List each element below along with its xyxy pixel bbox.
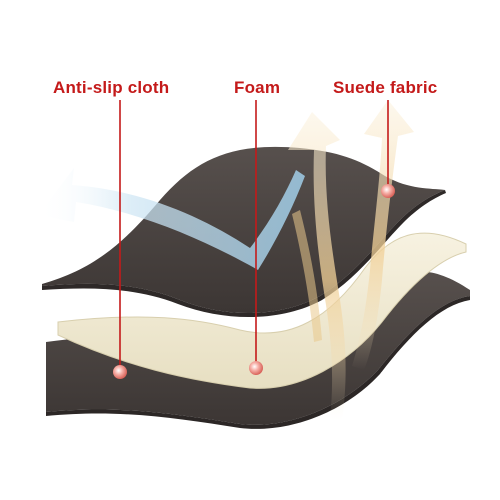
suede-fabric-label: Suede fabric — [333, 78, 438, 97]
anti-slip-marker — [113, 365, 127, 379]
suede-marker — [381, 184, 395, 198]
foam-label: Foam — [234, 78, 281, 97]
anti-slip-cloth-label: Anti-slip cloth — [53, 78, 170, 97]
foam-marker — [249, 361, 263, 375]
